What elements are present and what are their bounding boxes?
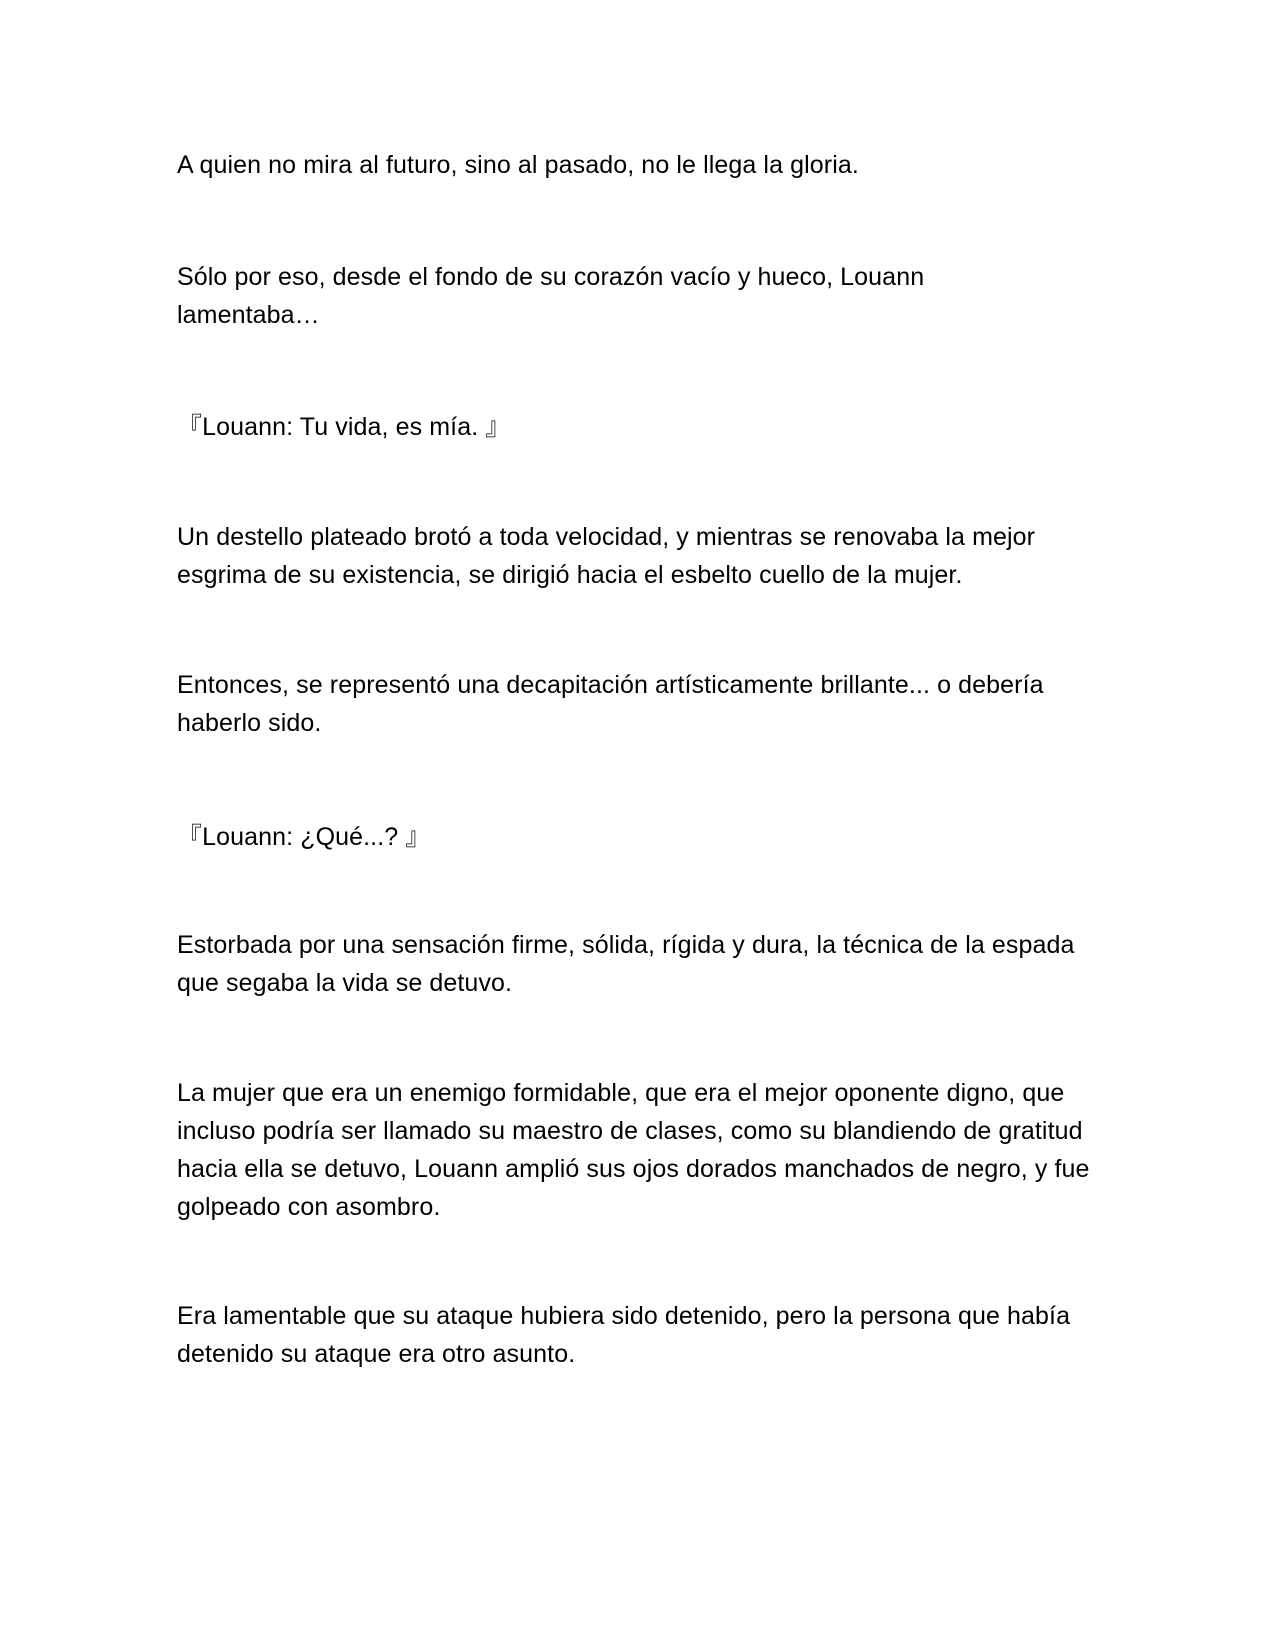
paragraph-3: Un destello plateado brotó a toda velocidad, y mientras se renovaba la mejor esgrima de su existencia, se dirigió hacia el esbelto cuello de la mujer.: [177, 523, 1036, 589]
paragraph-6: La mujer que era un enemigo formidable, que era el mejor oponente digno, que incluso podría ser llamado su maestro de clases, como su blandiendo de gratitud hacia ella se detuvo, Louann amplió sus ojos dorados manchados de negro, y fue golpeado con asombro.: [177, 1079, 1090, 1221]
dialogue-line-1: 『Louann: Tu vida, es mía. 』: [177, 413, 511, 441]
paragraph-2: Sólo por eso, desde el fondo de su corazón vacío y hueco, Louann lamentaba…: [177, 263, 925, 329]
dialogue-line-2: 『Louann: ¿Qué...? 』: [177, 823, 431, 851]
paragraph-7: Era lamentable que su ataque hubiera sido detenido, pero la persona que había detenido su ataque era otro asunto.: [177, 1302, 1071, 1368]
paragraph-4: Entonces, se representó una decapitación artísticamente brillante... o debería haberlo sido.: [177, 671, 1044, 737]
paragraph-1: A quien no mira al futuro, sino al pasado, no le llega la gloria.: [177, 151, 859, 179]
paragraph-5: Estorbada por una sensación firme, sólida, rígida y dura, la técnica de la espada que segaba la vida se detuvo.: [177, 931, 1075, 997]
